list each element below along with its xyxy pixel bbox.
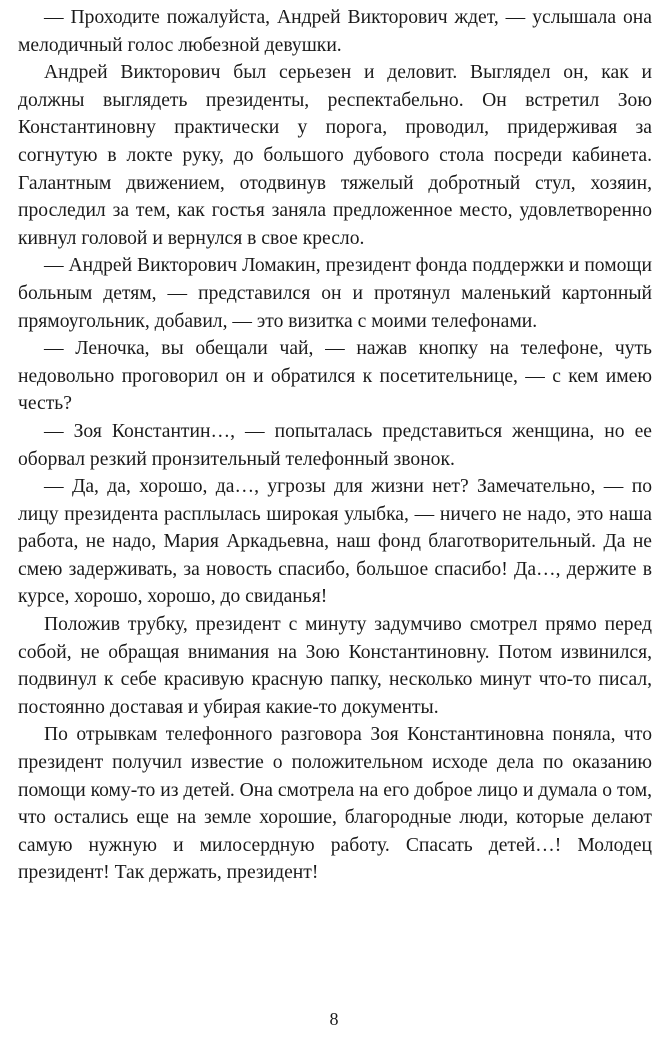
paragraph-1: — Проходите пожалуйста, Андрей Викторович ждет, — услышала она мелодичный голос любезной девушки. (18, 7, 652, 56)
paragraph-3: — Андрей Викторович Ломакин, президент фонда поддержки и помощи больным детям, — представился он и протянул маленький картонный прямоугольник, добавил, — это визитка с моими телефонами. (18, 255, 652, 332)
book-page (18, 4, 652, 1044)
paragraph-2: Андрей Викторович был серьезен и деловит. Выглядел он, как и должны выглядеть президенты, респектабельно. Он встретил Зою Константиновну практически у порога, проводил, придерживая за согнутую в локте руку, до большого дубового стола посреди кабинета. Галантным движением, отодвинув тяжелый добротный стул, хозяин, проследил за тем, как гостья заняла предложенное место, удовлетворенно кивнул головой и вернулся в свое кресло. (18, 62, 652, 249)
page-number: 8 (329, 1009, 339, 1029)
paragraph-5: — Зоя Константин…, — попыталась представиться женщина, но ее оборвал резкий пронзительный телефонный звонок. (18, 420, 652, 470)
paragraph-8: По отрывкам телефонного разговора Зоя Константиновна поняла, что президент получил известие о положительном исходе дела по оказанию помощи кому-то из детей. Она смотрела на его доброе лицо и думала о том, что остались еще на земле хорошие, благородные люди, которые делают самую нужную и милосердную работу. Спасать детей…! Молодец президент! Так держать, президент! (18, 724, 652, 884)
paragraph-6: — Да, да, хорошо, да…, угрозы для жизни нет? Замечательно, — по лицу президента расплылась широкая улыбка, — ничего не надо, это наша работа, не надо, Мария Аркадьевна, наш фонд благотворительный. Да не смею задерживать, за новость спасибо, большое спасибо! Да…, держите в курсе, хорошо, хорошо, до свиданья! (18, 476, 652, 608)
paragraph-7: Положив трубку, президент с минуту задумчиво смотрел прямо перед собой, не обращая внимания на Зою Константиновну. Потом извинился, подвинул к себе красивую красную папку, несколько минут что-то писал, постоянно доставая и убирая какие-то документы. (18, 614, 652, 718)
paragraph-4: — Леночка, вы обещали чай, — нажав кнопку на телефоне, чуть недовольно проговорил он и обратился к посетительнице, — с кем имею честь? (18, 338, 652, 415)
